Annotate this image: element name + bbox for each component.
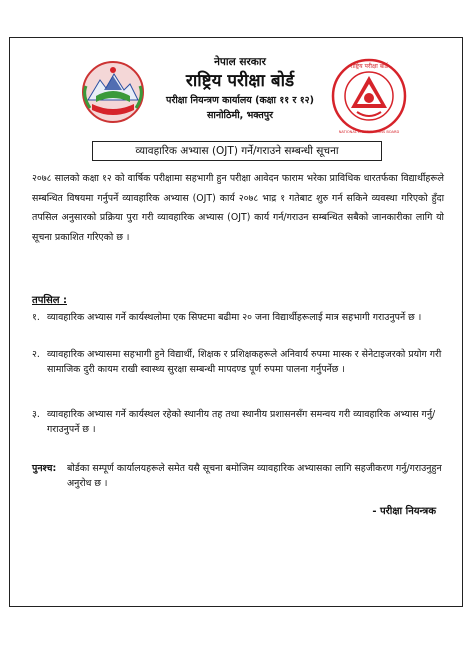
- signature: - परीक्षा नियन्त्रक: [372, 506, 436, 517]
- svg-text:NATIONAL EXAMINATIONS BOARD: NATIONAL EXAMINATIONS BOARD: [338, 130, 400, 134]
- list-item: [32, 348, 444, 377]
- list-item-text: व्यावहारिक अभ्यास गर्ने कार्यस्थल रहेको स्थानीय तह तथा स्थानीय प्रशासनसँग समन्वय गरी व्यावहारिक अभ्यास गर्नु/गराउनुपर्ने छ ।: [47, 409, 436, 435]
- postscript-label: पुनश्च:: [32, 463, 57, 474]
- list-item-number: २.: [32, 349, 40, 360]
- postscript-text: बोर्डका सम्पूर्ण कार्यालयहरूले समेत यसै सूचना बमोजिम व्यावहारिक अभ्यासका लागि सहजीकरण गर्नु/गराउनुहुन अनुरोध छ ।: [67, 463, 442, 489]
- government-name: नेपाल सरकार: [214, 56, 266, 68]
- notice-body: २०७८ सालको कक्षा १२ को वार्षिक परीक्षामा सहभागी हुन परीक्षा आवेदन फाराम भरेका प्राविधिक धारतर्फका विद्यार्थीहरूले सम्बन्धित विषयमा गर्नुपर्ने व्यावहारिक अभ्यास (OJT) कार्य २०७८ भाद्र १ गतेबाट शुरु गर्न सकिने व्यवस्था गरिएको हुँदा तपसिल अनुसारको प्रक्रिया पुरा गरी व्यावहारिक अभ्यास (OJT) कार्य गर्न/गराउन सम्बन्धित सबैको जानकारीका लागि यो सूचना प्रकाशित गरिएको छ ।: [32, 173, 444, 243]
- notice-title: व्यावहारिक अभ्यास (OJT) गर्ने/गराउने सम्बन्धी सूचना: [92, 141, 382, 161]
- list-item-number: ३.: [32, 409, 40, 420]
- list-item-text: व्यावहारिक अभ्यास गर्ने कार्यस्थलोमा एक सिफ्टमा बढीमा २० जना विद्यार्थीहरूलाई मात्र सहभागी गराउनुपर्ने छ ।: [47, 312, 422, 323]
- board-name: राष्ट्रिय परीक्षा बोर्ड: [185, 71, 295, 91]
- list-item: [32, 408, 444, 437]
- postscript: [32, 462, 444, 491]
- annex-heading: तपसिल :: [32, 295, 67, 306]
- list-item: [32, 311, 444, 326]
- board-logo-icon: [327, 54, 411, 138]
- svg-text:राष्ट्रिय परीक्षा बोर्ड: राष्ट्रिय परीक्षा बोर्ड: [350, 63, 388, 70]
- list-item-number: १.: [32, 312, 40, 323]
- office-address: सानोठिमी, भक्तपुर: [206, 110, 274, 121]
- list-item-text: व्यावहारिक अभ्यासमा सहभागी हुने विद्यार्थी, शिक्षक र प्रशिक्षकहरूले अनिवार्य रुपमा मास्क र सेनेटाइजरको प्रयोग गरी सामाजिक दुरी कायम राखी स्वास्थ्य सुरक्षा सम्बन्धी मापदण्ड पूर्ण रुपमा पालना गर्नुपर्नेछ ।: [47, 349, 442, 375]
- office-name: परीक्षा नियन्त्रण कार्यालय (कक्षा ११ र १२): [166, 95, 314, 106]
- nepal-emblem-icon: [78, 56, 148, 126]
- letterhead: [150, 55, 330, 123]
